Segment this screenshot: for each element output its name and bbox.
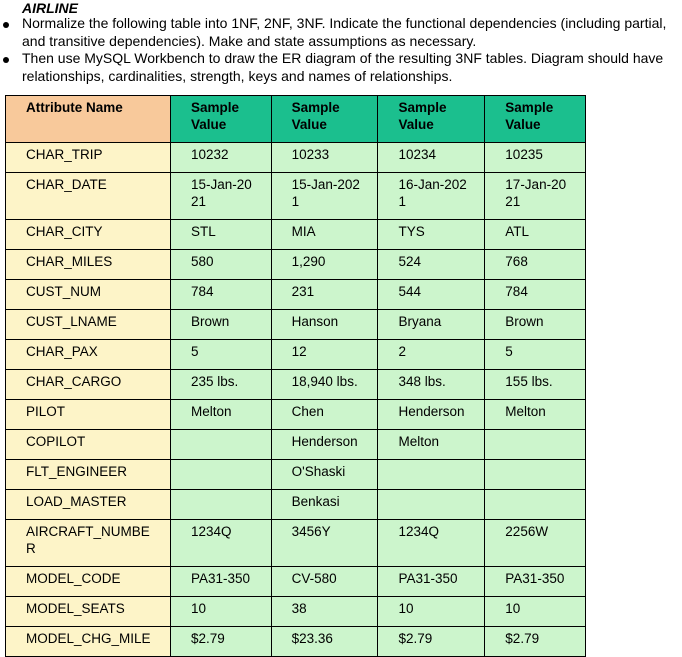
instruction-text: Then use MySQL Workbench to draw the ER diagram of the resulting 3NF tables. Diagram should have relationships, cardinalities, strength, keys and names of relationships. (22, 50, 664, 84)
table-row (6, 460, 586, 490)
sample-value-cell: 10 (171, 597, 272, 627)
attribute-cell: CHAR_MILES (6, 250, 171, 280)
table-row (6, 340, 586, 370)
sample-value-cell (171, 490, 272, 520)
table-row (6, 143, 586, 173)
attribute-cell: PILOT (6, 400, 171, 430)
table-row (6, 280, 586, 310)
attribute-cell: FLT_ENGINEER (6, 460, 171, 490)
table-row (6, 567, 586, 597)
sample-value-cell: 16-Jan-202 1 (378, 173, 485, 220)
sample-value-cell: 5 (171, 340, 272, 370)
document-title: AIRLINE (22, 0, 78, 16)
sample-value-cell: 1234Q (378, 520, 485, 567)
sample-value-cell: 12 (271, 340, 378, 370)
attribute-cell: COPILOT (6, 430, 171, 460)
sample-value-cell: Bryana (378, 310, 485, 340)
sample-value-cell: 235 lbs. (171, 370, 272, 400)
sample-value-cell: 18,940 lbs. (271, 370, 378, 400)
attribute-cell: CHAR_DATE (6, 173, 171, 220)
sample-value-cell: 768 (485, 250, 586, 280)
sample-value-cell (171, 460, 272, 490)
sample-value-cell: PA31-350 (378, 567, 485, 597)
table-row (6, 520, 586, 567)
table-row (6, 490, 586, 520)
sample-value-cell: 2 (378, 340, 485, 370)
sample-value-cell: 38 (271, 597, 378, 627)
sample-value-cell (378, 460, 485, 490)
instruction-list (0, 15, 682, 85)
sample-value-cell: 15-Jan-20 21 (171, 173, 272, 220)
sample-value-cell: 544 (378, 280, 485, 310)
sample-value-cell: ATL (485, 220, 586, 250)
attribute-cell: LOAD_MASTER (6, 490, 171, 520)
attribute-cell: CUST_NUM (6, 280, 171, 310)
header-attribute-name: Attribute Name (6, 96, 171, 143)
sample-value-cell: 10235 (485, 143, 586, 173)
sample-value-cell (485, 490, 586, 520)
sample-value-cell: Hanson (271, 310, 378, 340)
sample-value-cell: 10 (485, 597, 586, 627)
instruction-item (0, 50, 682, 85)
attribute-cell: AIRCRAFT_NUMBE R (6, 520, 171, 567)
sample-value-cell: 348 lbs. (378, 370, 485, 400)
sample-value-cell: Brown (171, 310, 272, 340)
sample-value-cell: 784 (171, 280, 272, 310)
sample-value-cell: STL (171, 220, 272, 250)
sample-value-cell: 1234Q (171, 520, 272, 567)
sample-value-cell: 17-Jan-20 21 (485, 173, 586, 220)
table-row (6, 250, 586, 280)
attribute-cell: CHAR_CARGO (6, 370, 171, 400)
sample-value-cell: 15-Jan-202 1 (271, 173, 378, 220)
attribute-cell: CHAR_TRIP (6, 143, 171, 173)
sample-value-cell: CV-580 (271, 567, 378, 597)
header-sample-value: Sample Value (271, 96, 378, 143)
sample-value-cell: Melton (171, 400, 272, 430)
sample-value-cell: Melton (378, 430, 485, 460)
instruction-item (0, 15, 682, 50)
sample-value-cell: 10234 (378, 143, 485, 173)
sample-value-cell: TYS (378, 220, 485, 250)
sample-value-cell: 580 (171, 250, 272, 280)
attribute-cell: MODEL_CODE (6, 567, 171, 597)
attribute-cell: MODEL_CHG_MILE (6, 627, 171, 657)
attribute-cell: CUST_LNAME (6, 310, 171, 340)
header-sample-value: Sample Value (171, 96, 272, 143)
instruction-text: Normalize the following table into 1NF, 2NF, 3NF. Indicate the functional dependencies (including partial, and transitive dependencies). Make and state assumptions as necessary. (22, 15, 667, 49)
attribute-cell: MODEL_SEATS (6, 597, 171, 627)
sample-value-cell: Brown (485, 310, 586, 340)
sample-value-cell: 3456Y (271, 520, 378, 567)
sample-value-cell: 231 (271, 280, 378, 310)
table-row (6, 310, 586, 340)
sample-value-cell: Henderson (271, 430, 378, 460)
airline-table (5, 95, 586, 657)
sample-value-cell: O'Shaski (271, 460, 378, 490)
sample-value-cell: 10 (378, 597, 485, 627)
table-row (6, 627, 586, 657)
sample-value-cell (485, 460, 586, 490)
sample-value-cell: 784 (485, 280, 586, 310)
sample-value-cell: 10233 (271, 143, 378, 173)
sample-value-cell: 1,290 (271, 250, 378, 280)
sample-value-cell: Melton (485, 400, 586, 430)
table-row (6, 220, 586, 250)
sample-value-cell: 524 (378, 250, 485, 280)
bullet-icon (3, 22, 9, 28)
sample-value-cell: $23.36 (271, 627, 378, 657)
table-row (6, 173, 586, 220)
attribute-cell: CHAR_PAX (6, 340, 171, 370)
sample-value-cell (171, 430, 272, 460)
sample-value-cell: 155 lbs. (485, 370, 586, 400)
bullet-icon (3, 57, 9, 63)
sample-value-cell: Benkasi (271, 490, 378, 520)
table-row (6, 400, 586, 430)
sample-value-cell: PA31-350 (485, 567, 586, 597)
header-sample-value: Sample Value (378, 96, 485, 143)
sample-value-cell: $2.79 (171, 627, 272, 657)
table-body (6, 143, 586, 657)
sample-value-cell: 5 (485, 340, 586, 370)
table-header-row (6, 96, 586, 143)
sample-value-cell: $2.79 (378, 627, 485, 657)
table-row (6, 430, 586, 460)
table-row (6, 597, 586, 627)
sample-value-cell (378, 490, 485, 520)
sample-value-cell: MIA (271, 220, 378, 250)
attribute-cell: CHAR_CITY (6, 220, 171, 250)
sample-value-cell: PA31-350 (171, 567, 272, 597)
sample-value-cell: 10232 (171, 143, 272, 173)
sample-value-cell: Chen (271, 400, 378, 430)
sample-value-cell: 2256W (485, 520, 586, 567)
header-sample-value: Sample Value (485, 96, 586, 143)
sample-value-cell (485, 430, 586, 460)
sample-value-cell: $2.79 (485, 627, 586, 657)
table-row (6, 370, 586, 400)
sample-value-cell: Henderson (378, 400, 485, 430)
